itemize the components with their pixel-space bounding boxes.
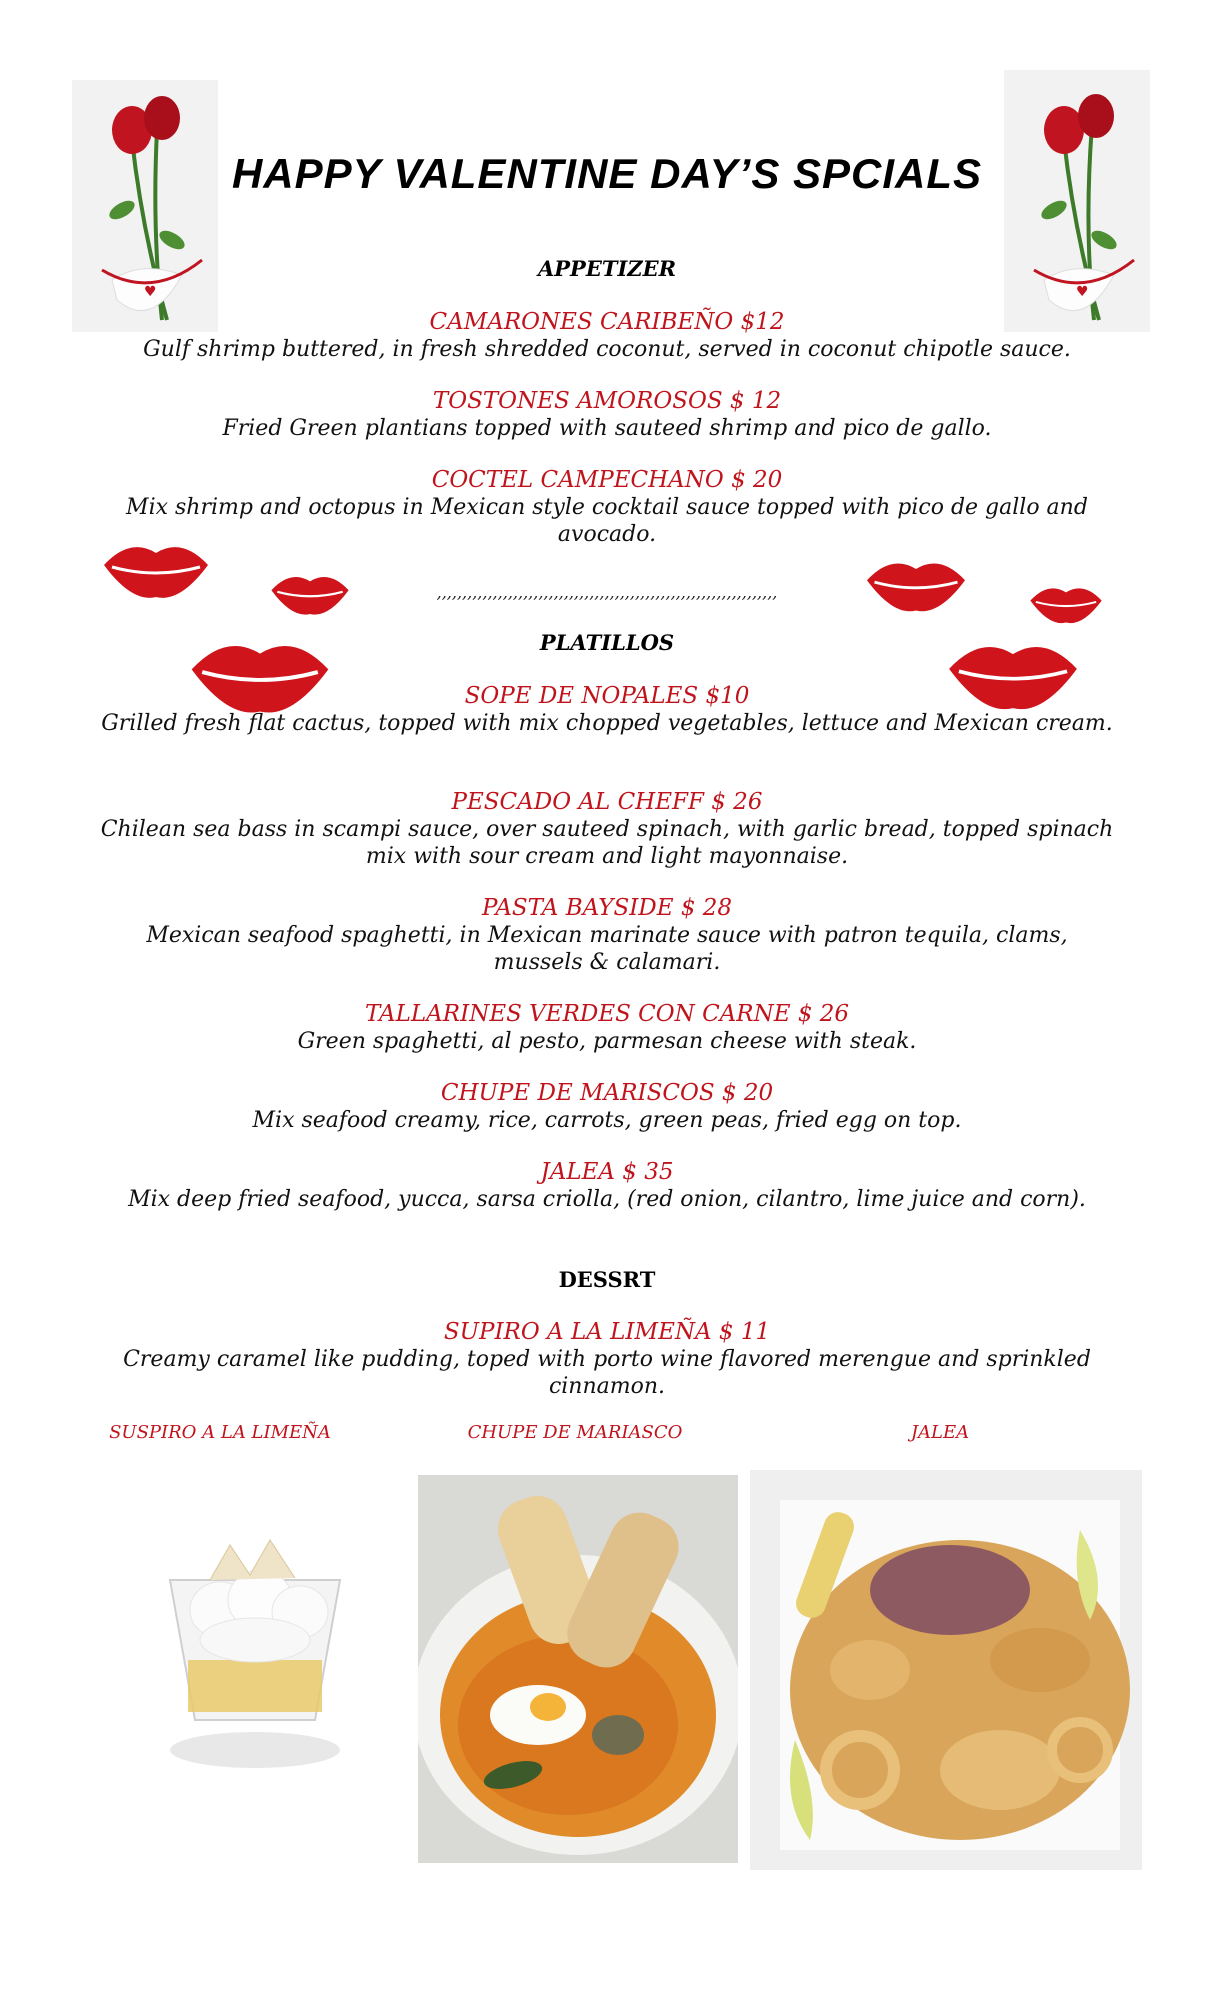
chupe-photo: [418, 1475, 738, 1863]
menu-item-name: SOPE DE NOPALES $10: [464, 683, 750, 709]
menu-item: [100, 1318, 1114, 1400]
photo-caption: CHUPE DE MARIASCO: [467, 1422, 683, 1443]
menu-item: [100, 466, 1114, 548]
menu-item: [100, 894, 1114, 976]
menu-item-name: COCTEL CAMPECHANO $ 20: [431, 467, 783, 493]
menu-item-name: SUPIRO A LA LIMEÑA $ 11: [443, 1319, 771, 1345]
photo-caption: JALEA: [910, 1422, 970, 1443]
menu-item-description: Mix seafood creamy, rice, carrots, green peas, fried egg on top.: [252, 1108, 962, 1133]
rose-illustration-left: [72, 80, 218, 332]
menu-item-name: TOSTONES AMOROSOS $ 12: [432, 388, 782, 414]
section-heading-dessert: DESSRT: [558, 1267, 656, 1292]
dessert-photo: [130, 1520, 380, 1780]
menu-item-name: CHUPE DE MARISCOS $ 20: [440, 1080, 774, 1106]
menu-item-name: TALLARINES VERDES CON CARNE $ 26: [364, 1001, 850, 1027]
menu-item-description: Gulf shrimp buttered, in fresh shredded coconut, served in coconut chipotle sauce.: [143, 337, 1071, 362]
rose-illustration-right: [1004, 70, 1150, 332]
menu-item-description: Chilean sea bass in scampi sauce, over sauteed spinach, with garlic bread, topped spinach mix with sour cream and light mayonnaise.: [100, 817, 1114, 869]
menu-item: [100, 788, 1114, 870]
menu-item-description: Green spaghetti, al pesto, parmesan cheese with steak.: [297, 1029, 917, 1054]
svg-text:♥: ♥: [1076, 284, 1089, 300]
rose-icon: [72, 80, 218, 332]
separator: ,,,,,,,,,,,,,,,,,,,,,,,,,,,,,,,,,,,,,,,,,,,,,,,,,,,,,,,,,,,,,,,,,,,: [436, 583, 778, 602]
menu-item-description: Mix deep fried seafood, yucca, sarsa criolla, (red onion, cilantro, lime juice and corn).: [128, 1187, 1086, 1212]
photo-caption: SUSPIRO A LA LIMEÑA: [109, 1422, 331, 1443]
menu-item: [100, 1158, 1114, 1213]
jalea-photo: [750, 1470, 1142, 1870]
rose-icon: [1004, 70, 1150, 332]
menu-item-description: Fried Green plantians topped with sauteed shrimp and pico de gallo.: [222, 416, 992, 441]
menu-item: [100, 682, 1114, 737]
svg-text:♥: ♥: [144, 284, 157, 300]
menu-item-description: Creamy caramel like pudding, toped with porto wine flavored merengue and sprinkled cinnamon.: [123, 1347, 1091, 1399]
menu-item-name: CAMARONES CARIBEÑO $12: [429, 309, 785, 335]
menu-item-name: PESCADO AL CHEFF $ 26: [451, 789, 763, 815]
section-heading-appetizer: APPETIZER: [537, 256, 677, 281]
menu-item: [100, 1000, 1114, 1055]
menu-item-description: Mexican seafood spaghetti, in Mexican marinate sauce with patron tequila, clams, mussels & calamari.: [146, 923, 1068, 975]
menu-item-name: JALEA $ 35: [540, 1159, 674, 1185]
menu-item: [100, 387, 1114, 442]
menu-item-name: PASTA BAYSIDE $ 28: [481, 895, 733, 921]
menu-item: [100, 308, 1114, 363]
menu-item-description: Mix shrimp and octopus in Mexican style cocktail sauce topped with pico de gallo and avocado.: [126, 495, 1088, 547]
menu-item: [100, 1079, 1114, 1134]
page-title: HAPPY VALENTINE DAY’S SPCIALS: [231, 150, 983, 197]
menu-item-description: Grilled fresh flat cactus, topped with mix chopped vegetables, lettuce and Mexican cream.: [101, 711, 1113, 736]
section-heading-platillos: PLATILLOS: [539, 630, 675, 655]
